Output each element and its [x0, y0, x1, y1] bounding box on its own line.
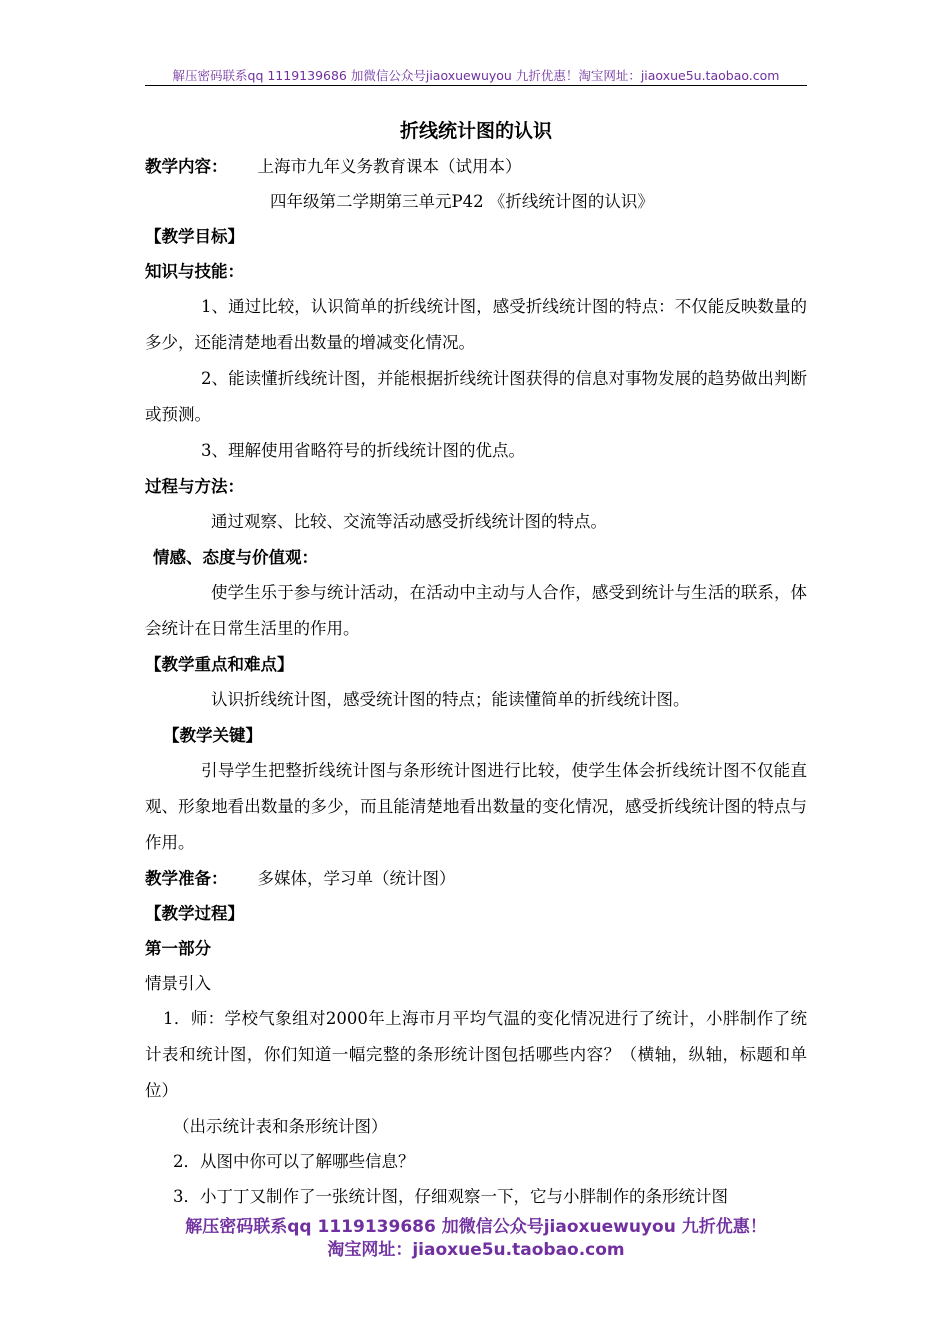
- step-1-note: （出示统计表和条形统计图）: [173, 1117, 388, 1136]
- page-footer: [145, 1216, 807, 1262]
- prep-text: 多媒体，学习单（统计图）: [257, 869, 456, 888]
- emotion-heading: 情感、态度与价值观：: [153, 548, 318, 567]
- process-heading: 过程与方法：: [145, 477, 244, 496]
- content-line-1: [145, 149, 807, 184]
- content-label: 教学内容：: [145, 157, 228, 176]
- key-points-heading: 【教学重点和难点】: [145, 655, 294, 674]
- part-heading: 第一部分: [145, 939, 211, 958]
- prep-line: [145, 861, 807, 896]
- footer-line-2: 淘宝网址：jiaoxue5u.taobao.com: [327, 1240, 625, 1260]
- content-text-1: 上海市九年义务教育课本（试用本）: [257, 157, 522, 176]
- key-points-text: 认识折线统计图，感受统计图的特点；能读懂简单的折线统计图。: [211, 690, 690, 709]
- crux-text: 引导学生把整折线统计图与条形统计图进行比较，使学生体会折线统计图不仅能直观、形象地看出数量的多少，而且能清楚地看出数量的变化情况，感受折线统计图的特点与作用。: [145, 761, 807, 852]
- prep-label: 教学准备：: [145, 869, 228, 888]
- step-3: 3．小丁丁又制作了一张统计图，仔细观察一下，它与小胖制作的条形统计图: [173, 1187, 728, 1206]
- header-divider: [145, 85, 807, 86]
- intro-label: 情景引入: [145, 974, 211, 993]
- procedure-heading: 【教学过程】: [145, 904, 244, 923]
- document-title: 折线统计图的认识: [399, 120, 552, 142]
- step-1: 1．师：学校气象组对2000年上海市月平均气温的变化情况进行了统计，小胖制作了统计表和统计图，你们知道一幅完整的条形统计图包括哪些内容？（横轴，纵轴，标题和单位）: [145, 1009, 807, 1100]
- knowledge-item-3: 3、理解使用省略符号的折线统计图的优点。: [201, 441, 525, 460]
- content-text-2: 四年级第二学期第三单元P42 《折线统计图的认识》: [270, 192, 654, 211]
- crux-heading: 【教学关键】: [163, 726, 262, 745]
- knowledge-item-1: 1、通过比较，认识简单的折线统计图，感受折线统计图的特点：不仅能反映数量的多少，还能清楚地看出数量的增减变化情况。: [145, 297, 807, 352]
- footer-line-1: 解压密码联系qq 1119139686 加微信公众号jiaoxuewuyou 九折优惠！: [185, 1217, 767, 1237]
- knowledge-heading: 知识与技能：: [145, 262, 244, 281]
- step-2: 2．从图中你可以了解哪些信息？: [173, 1152, 415, 1171]
- document-body: [145, 113, 807, 1214]
- page-header: 解压密码联系qq 1119139686 加微信公众号jiaoxuewuyou 九折优惠！淘宝网址：jiaoxue5u.taobao.com: [172, 68, 780, 83]
- emotion-text: 使学生乐于参与统计活动，在活动中主动与人合作，感受到统计与生活的联系，体会统计在日常生活里的作用。: [145, 583, 807, 638]
- process-text: 通过观察、比较、交流等活动感受折线统计图的特点。: [211, 512, 607, 531]
- knowledge-item-2: 2、能读懂折线统计图，并能根据折线统计图获得的信息对事物发展的趋势做出判断或预测。: [145, 369, 807, 424]
- goals-heading: 【教学目标】: [145, 227, 244, 246]
